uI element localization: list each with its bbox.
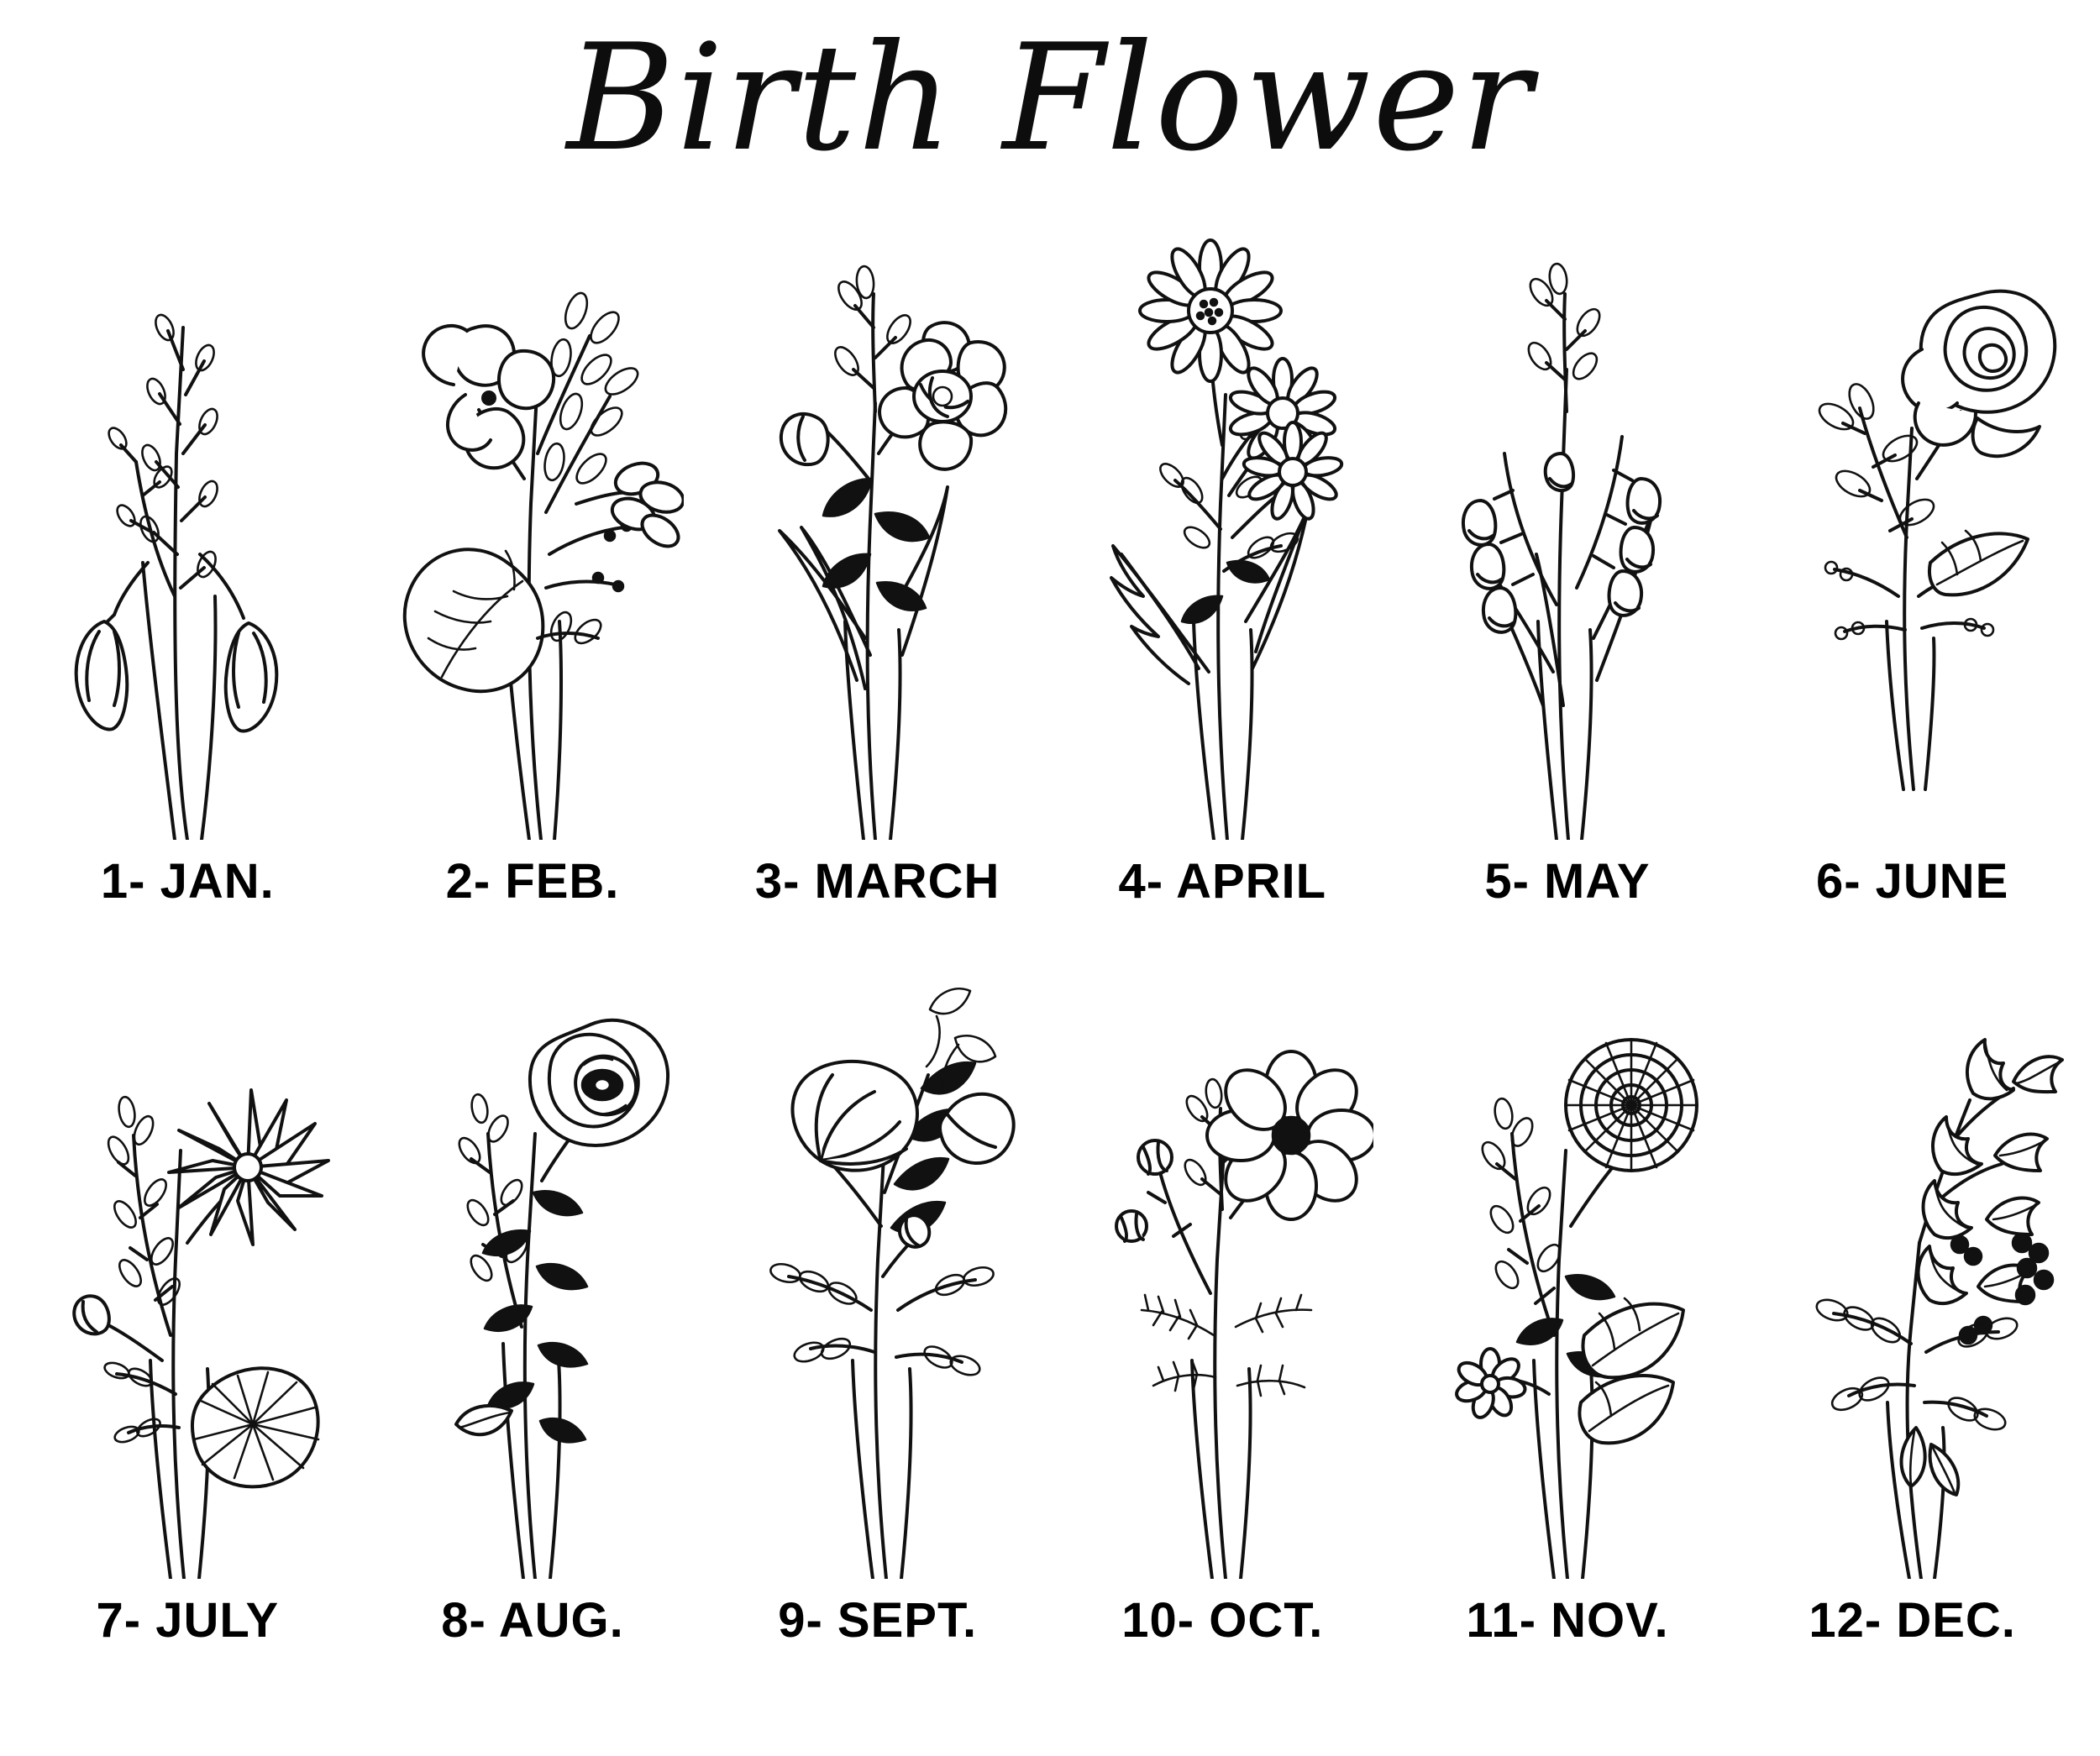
- month-cell-january[interactable]: [15, 185, 360, 924]
- cosmos-icon: [1050, 932, 1395, 1579]
- holly-icon: [1740, 932, 2085, 1579]
- month-cell-august[interactable]: [360, 924, 706, 1663]
- month-cell-february[interactable]: [360, 185, 706, 924]
- month-label-february: 2- FEB.: [445, 854, 620, 909]
- month-label-november: 11- NOV.: [1466, 1593, 1669, 1648]
- month-cell-july[interactable]: [15, 924, 360, 1663]
- month-grid: [0, 185, 2100, 1663]
- month-cell-november[interactable]: [1395, 924, 1740, 1663]
- page-title: Birth Flower: [566, 13, 1534, 184]
- month-cell-april[interactable]: [1050, 185, 1395, 924]
- morning-glory-icon: [705, 932, 1050, 1579]
- chrysanthemum-icon: [1395, 932, 1740, 1579]
- month-label-august: 8- AUG.: [441, 1593, 624, 1648]
- month-cell-december[interactable]: [1740, 924, 2085, 1663]
- month-label-july: 7- JULY: [96, 1593, 280, 1648]
- violet-icon: [360, 193, 706, 840]
- month-label-december: 12- DEC.: [1809, 1593, 2016, 1648]
- month-cell-may[interactable]: [1395, 185, 1740, 924]
- month-cell-october[interactable]: [1050, 924, 1395, 1663]
- month-label-may: 5- MAY: [1484, 854, 1651, 909]
- month-label-september: 9- SEPT.: [778, 1593, 978, 1648]
- month-label-april: 4- APRIL: [1118, 854, 1327, 909]
- month-cell-september[interactable]: [705, 924, 1050, 1663]
- month-cell-june[interactable]: [1740, 185, 2085, 924]
- daisy-icon: [1050, 193, 1395, 840]
- month-label-june: 6- JUNE: [1815, 854, 2009, 909]
- month-label-january: 1- JAN.: [100, 854, 275, 909]
- daffodil-icon: [705, 193, 1050, 840]
- rose-icon: [1740, 193, 2085, 840]
- water-lily-icon: [15, 932, 360, 1579]
- lily-of-the-valley-icon: [1395, 193, 1740, 840]
- poppy-icon: [360, 932, 706, 1579]
- month-label-march: 3- MARCH: [754, 854, 1000, 909]
- snowdrop-icon: [15, 193, 360, 840]
- month-label-october: 10- OCT.: [1121, 1593, 1324, 1648]
- month-cell-march[interactable]: [705, 185, 1050, 924]
